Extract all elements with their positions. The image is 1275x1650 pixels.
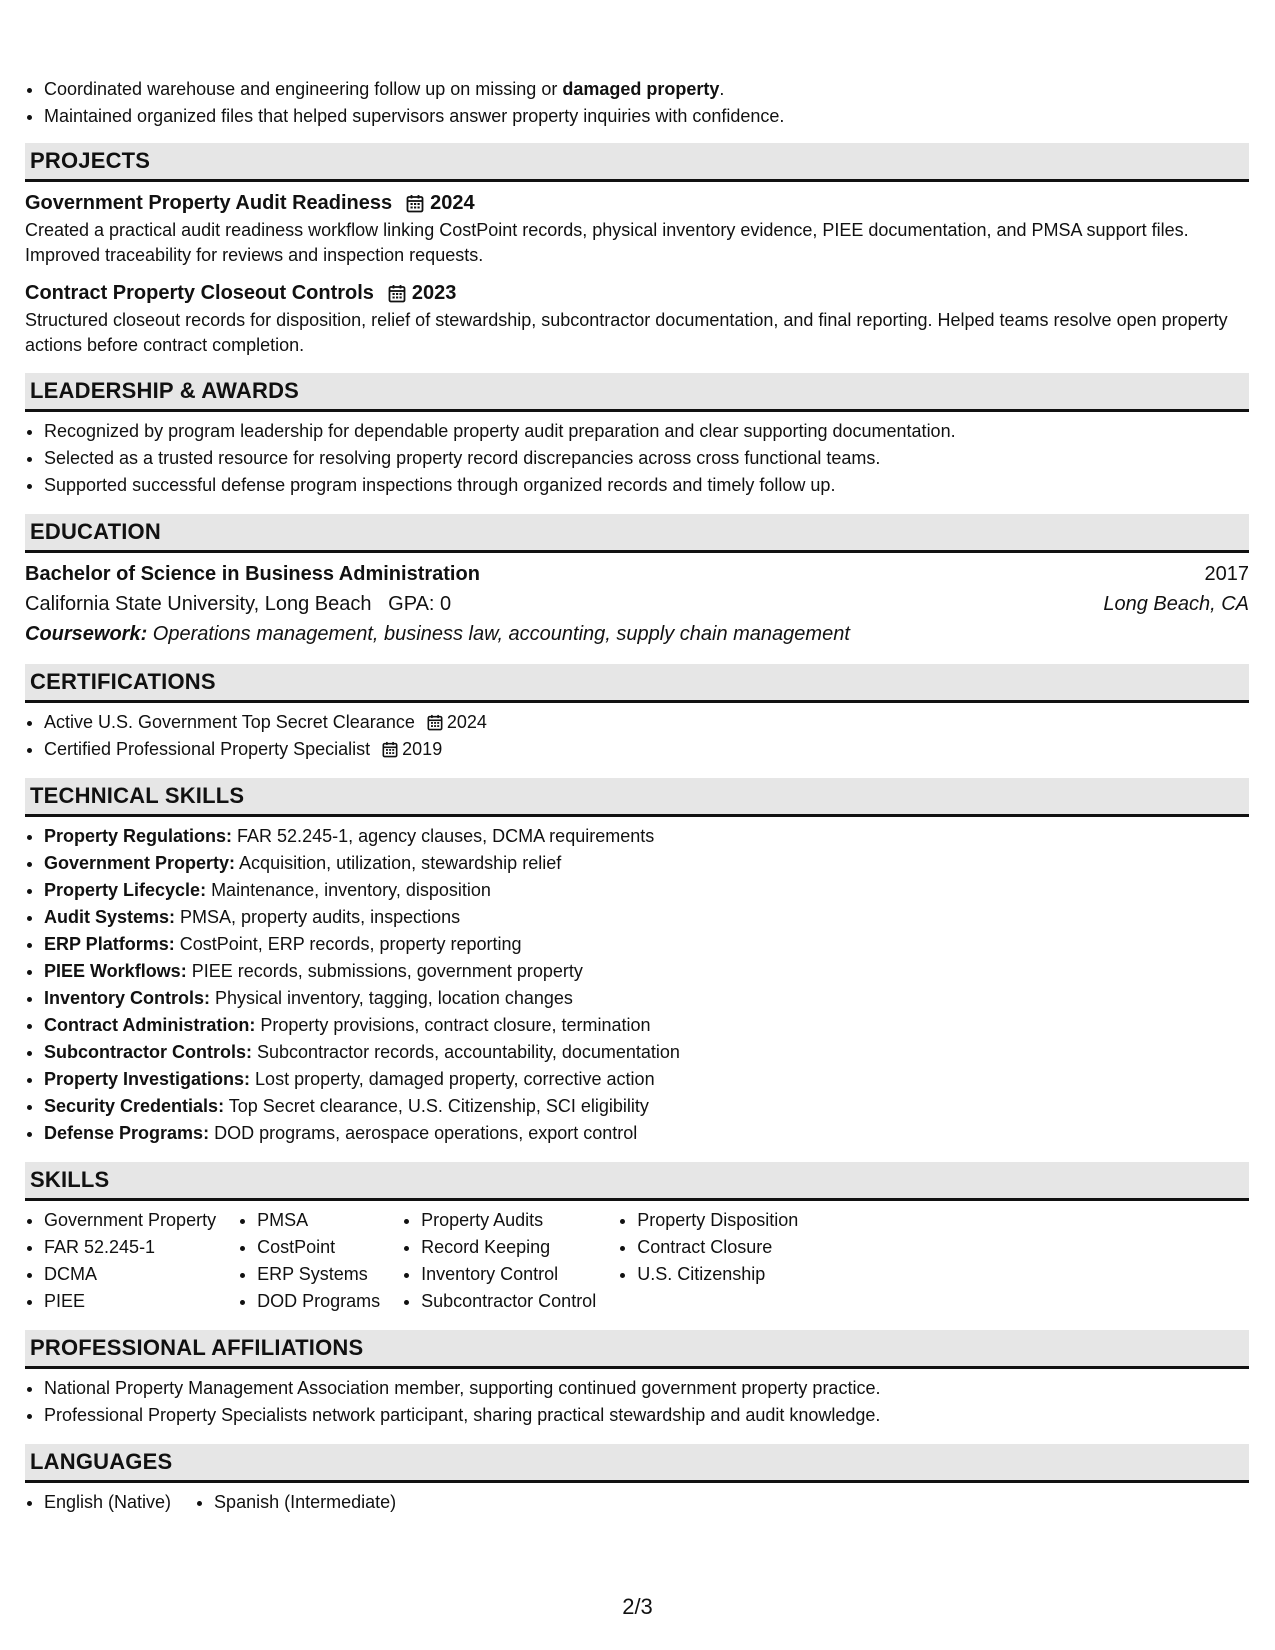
project-title-row <box>25 188 1249 218</box>
bullet-text: Maintained organized files that helped supervisors answer property inquiries with confidence. <box>44 106 785 126</box>
experience-continued-list <box>25 76 1249 130</box>
project-description: Created a practical audit readiness workflow linking CostPoint records, physical inventory evidence, PIEE documentation, and PMSA support files. Improved traceability for reviews and inspection requests. <box>25 220 1189 265</box>
section-title: LANGUAGES <box>30 1449 173 1474</box>
skill-category: PIEE Workflows: <box>44 961 187 981</box>
skill-category: Contract Administration: <box>44 1015 256 1035</box>
section-title: PROJECTS <box>30 148 151 173</box>
calendar-icon <box>406 194 424 213</box>
skills-grid <box>25 1207 1249 1315</box>
education-degree-row <box>25 559 1249 589</box>
certification-year: 2024 <box>446 712 487 732</box>
list-item: • DCMA <box>44 1261 216 1288</box>
section-header <box>25 664 1249 703</box>
list-item <box>44 103 1249 130</box>
project-title: Government Property Audit Readiness <box>25 192 393 214</box>
list-item <box>44 904 1249 931</box>
list-item: • PMSA <box>257 1207 380 1234</box>
calendar-icon <box>382 741 398 758</box>
list-item: • Subcontractor Control <box>421 1288 596 1315</box>
calendar-icon <box>427 714 443 731</box>
calendar-icon <box>388 284 406 303</box>
section-title: SKILLS <box>30 1167 110 1192</box>
language-column <box>25 1489 171 1516</box>
skill-details: Property provisions, contract closure, termination <box>255 1015 651 1035</box>
section-title: EDUCATION <box>30 519 161 544</box>
section-title: TECHNICAL SKILLS <box>30 783 245 808</box>
skill-details: Acquisition, utilization, stewardship relief <box>235 853 562 873</box>
section-header <box>25 514 1249 553</box>
projects-section <box>25 143 1249 358</box>
language-column <box>195 1489 396 1516</box>
affiliations-list <box>25 1375 1249 1429</box>
skill-category: Security Credentials: <box>44 1096 225 1116</box>
list-item: • Property Audits <box>421 1207 596 1234</box>
affiliations-section <box>25 1330 1249 1429</box>
section-header <box>25 373 1249 412</box>
education-section <box>25 514 1249 649</box>
skill-details: DOD programs, aerospace operations, export control <box>209 1123 638 1143</box>
skill-details: Lost property, damaged property, corrective action <box>250 1069 655 1089</box>
section-title: PROFESSIONAL AFFILIATIONS <box>30 1335 364 1360</box>
project-entry <box>25 188 1249 268</box>
section-header <box>25 143 1249 182</box>
skill-category: Subcontractor Controls: <box>44 1042 253 1062</box>
list-item: • Supported successful defense program inspections through organized records and timely follow up. <box>44 472 1249 499</box>
section-header <box>25 1162 1249 1201</box>
skill-category: Property Lifecycle: <box>44 880 207 900</box>
technical-skills-section <box>25 778 1249 1147</box>
list-item: • Property Disposition <box>637 1207 798 1234</box>
list-item <box>44 709 1249 736</box>
list-item: • ERP Systems <box>257 1261 380 1288</box>
list-item: • Professional Property Specialists network participant, sharing practical stewardship and audit knowledge. <box>44 1402 1249 1429</box>
skill-category: Audit Systems: <box>44 907 176 927</box>
certification-name: • Active U.S. Government Top Secret Clearance <box>44 712 415 732</box>
list-item: • PIEE <box>44 1288 216 1315</box>
certifications-section <box>25 664 1249 763</box>
section-title: LEADERSHIP & AWARDS <box>30 378 300 403</box>
list-item: • English (Native) <box>44 1489 171 1516</box>
list-item <box>44 1093 1249 1120</box>
technical-skills-list <box>25 823 1249 1147</box>
leadership-list <box>25 418 1249 499</box>
skill-category: Property Regulations: <box>44 826 233 846</box>
school-name: California State University, Long Beach <box>25 593 372 615</box>
list-item: • Contract Closure <box>637 1234 798 1261</box>
skill-details: Top Secret clearance, U.S. Citizenship, SCI eligibility <box>224 1096 649 1116</box>
project-title-row <box>25 278 1249 308</box>
list-item: • Record Keeping <box>421 1234 596 1261</box>
coursework-text: Operations management, business law, accounting, supply chain management <box>147 623 850 645</box>
gpa: GPA: 0 <box>388 593 452 615</box>
section-header <box>25 778 1249 817</box>
list-item <box>44 1066 1249 1093</box>
project-entry <box>25 278 1249 358</box>
list-item <box>44 985 1249 1012</box>
skill-details: Subcontractor records, accountability, documentation <box>252 1042 680 1062</box>
coursework <box>25 619 1249 649</box>
coursework-label: Coursework: <box>25 623 148 645</box>
list-item <box>44 823 1249 850</box>
skill-category: Government Property: <box>44 853 236 873</box>
list-item: • Spanish (Intermediate) <box>214 1489 396 1516</box>
skill-details: Maintenance, inventory, disposition <box>206 880 491 900</box>
list-item: • U.S. Citizenship <box>637 1261 798 1288</box>
skills-section <box>25 1162 1249 1315</box>
list-item: • Inventory Control <box>421 1261 596 1288</box>
list-item <box>44 877 1249 904</box>
skill-details: PMSA, property audits, inspections <box>175 907 461 927</box>
list-item <box>44 958 1249 985</box>
degree: Bachelor of Science in Business Administration <box>25 563 480 585</box>
bullet-bold-text: damaged property <box>562 79 720 99</box>
certification-year: 2019 <box>402 739 443 759</box>
list-item <box>44 1012 1249 1039</box>
skill-category: ERP Platforms: <box>44 934 175 954</box>
resume-page <box>25 76 1249 1531</box>
skill-category: Inventory Controls: <box>44 988 211 1008</box>
list-item <box>44 1120 1249 1147</box>
list-item: • FAR 52.245-1 <box>44 1234 216 1261</box>
section-title: CERTIFICATIONS <box>30 669 216 694</box>
list-item <box>44 850 1249 877</box>
list-item: • CostPoint <box>257 1234 380 1261</box>
list-item: • Government Property <box>44 1207 216 1234</box>
list-item: • Selected as a trusted resource for resolving property record discrepancies across cross functional teams. <box>44 445 1249 472</box>
list-item <box>44 76 1249 103</box>
skill-details: Physical inventory, tagging, location changes <box>210 988 573 1008</box>
skill-details: CostPoint, ERP records, property reporting <box>174 934 522 954</box>
skill-details: FAR 52.245-1, agency clauses, DCMA requirements <box>232 826 655 846</box>
project-year: 2023 <box>411 282 457 304</box>
page-number: 2/3 <box>622 1594 653 1619</box>
leadership-section <box>25 373 1249 499</box>
school-location: Long Beach, CA <box>1103 593 1249 615</box>
list-item: • Recognized by program leadership for dependable property audit preparation and clear supporting documentation. <box>44 418 1249 445</box>
skills-column <box>402 1207 596 1315</box>
languages-list <box>25 1489 1249 1516</box>
section-header <box>25 1444 1249 1483</box>
skills-column <box>238 1207 380 1315</box>
bullet-text: Coordinated warehouse and engineering follow up on missing or <box>44 79 563 99</box>
list-item <box>44 736 1249 763</box>
skills-column <box>618 1207 798 1315</box>
skill-details: PIEE records, submissions, government property <box>186 961 583 981</box>
education-school-row <box>25 589 1249 619</box>
project-title: Contract Property Closeout Controls <box>25 282 374 304</box>
languages-section <box>25 1444 1249 1516</box>
list-item: • National Property Management Association member, supporting continued government property practice. <box>44 1375 1249 1402</box>
bullet-text-end: . <box>719 79 725 99</box>
list-item <box>44 931 1249 958</box>
list-item: • DOD Programs <box>257 1288 380 1315</box>
certifications-list <box>25 709 1249 763</box>
skill-category: Defense Programs: <box>44 1123 210 1143</box>
project-description: Structured closeout records for disposition, relief of stewardship, subcontractor documentation, and final reporting. Helped teams resolve open property actions before contract completion. <box>25 310 1228 355</box>
list-item <box>44 1039 1249 1066</box>
graduation-year: 2017 <box>1204 563 1249 585</box>
project-year: 2024 <box>430 192 475 214</box>
skills-column <box>25 1207 216 1315</box>
section-header <box>25 1330 1249 1369</box>
certification-name: • Certified Professional Property Specialist <box>44 739 371 759</box>
skill-category: Property Investigations: <box>44 1069 251 1089</box>
